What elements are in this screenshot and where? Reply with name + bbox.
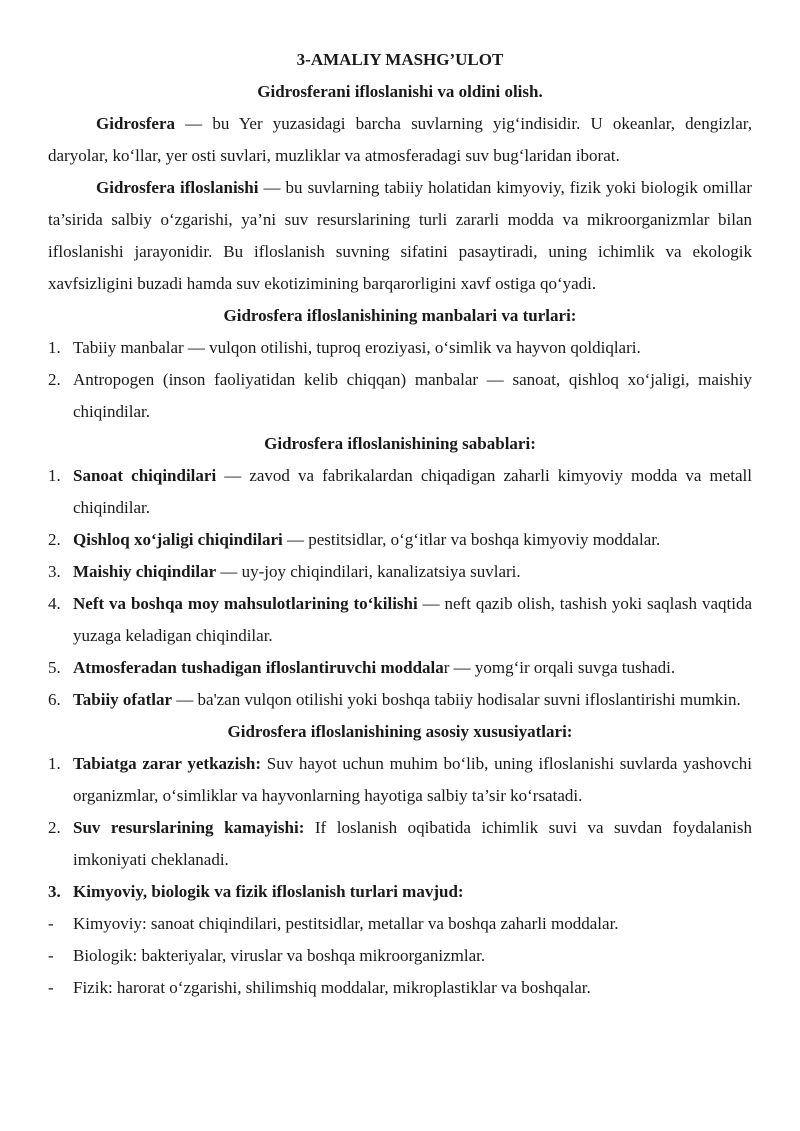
dash-item [48, 940, 752, 972]
dash-item [48, 908, 752, 940]
document-subtitle: Gidrosferani ifloslanishi va oldini olish. [257, 82, 543, 101]
list-item [48, 556, 752, 588]
section-heading-causes: Gidrosfera ifloslanishining sabablari: [264, 434, 536, 453]
list-item [48, 460, 752, 524]
term: Gidrosfera [96, 114, 176, 133]
section-heading-sources: Gidrosfera ifloslanishining manbalari va turlari: [223, 306, 577, 325]
list-term: Suv resurslarining kamayishi: [73, 818, 305, 837]
dash-marker: - [48, 946, 54, 965]
list-text: — zavod va fabrikalardan chiqadigan zaharli kimyoviy modda va metall chiqindilar. [73, 466, 752, 517]
list-number: 2. [48, 370, 61, 389]
section-heading-features: Gidrosfera ifloslanishining asosiy xususiyatlari: [227, 722, 573, 741]
list-term: Tabiatga zarar yetkazish: [73, 754, 262, 773]
list-text: Antropogen (inson faoliyatidan kelib chiqqan) manbalar — sanoat, qishloq xo‘jaligi, maishiy chiqindilar. [73, 370, 752, 421]
list-term: Atmosferadan tushadigan ifloslantiruvchi moddala [73, 658, 444, 677]
list-term: Sanoat chiqindilari [73, 466, 217, 485]
list-term: Tabiiy ofatlar [73, 690, 173, 709]
list-item [48, 684, 752, 716]
list-term: Qishloq xo‘jaligi chiqindilari [73, 530, 283, 549]
intro-paragraph-pollution [48, 172, 752, 300]
list-number: 1. [48, 466, 61, 485]
list-number: 6. [48, 690, 61, 709]
list-number: 1. [48, 338, 61, 357]
list-item [48, 748, 752, 812]
list-text: — uy-joy chiqindilari, kanalizatsiya suvlari. [216, 562, 521, 581]
dash-marker: - [48, 978, 54, 997]
list-text: — pestitsidlar, o‘g‘itlar va boshqa kimyoviy moddalar. [282, 530, 661, 549]
list-item [48, 524, 752, 556]
list-term: Kimyoviy, biologik va fizik ifloslanish turlari mavjud: [73, 882, 464, 901]
list-text: Fizik: harorat o‘zgarishi, shilimshiq moddalar, mikroplastiklar va boshqalar. [73, 978, 591, 997]
list-text: Kimyoviy: sanoat chiqindilari, pestitsidlar, metallar va boshqa zaharli moddalar. [73, 914, 619, 933]
list-number: 3. [48, 562, 61, 581]
list-item [48, 812, 752, 876]
list-text: Suv hayot uchun muhim bo‘lib, uning ifloslanishi suvlarda yashovchi organizmlar, o‘simliklar va hayvonlarning hayotiga salbiy ta’sir ko‘rsatadi. [73, 754, 753, 805]
list-item [48, 588, 752, 652]
term: Gidrosfera ifloslanishi [96, 178, 259, 197]
list-number: 2. [48, 530, 61, 549]
list-item [48, 652, 752, 684]
list-number: 5. [48, 658, 61, 677]
definition: — bu suvlarning tabiiy holatidan kimyoviy, fizik yoki biologik omillar ta’sirida salbiy o‘zgarishi, ya’ni suv resurslarining turli zararli modda va mikroorganizmlar bilan ifloslanishi jarayonidir. Bu ifloslanish suvning sifatini pasaytiradi, uning ichimlik va ekologik xavfsizligini buzadi hamda suv ekotizimining barqarorligini xavf ostiga qo‘yadi. [48, 178, 752, 293]
list-number: 3. [48, 882, 61, 901]
dash-item [48, 972, 752, 1004]
list-number: 4. [48, 594, 61, 613]
list-number: 2. [48, 818, 61, 837]
list-item [48, 876, 752, 908]
intro-paragraph-hydrosphere [48, 108, 752, 172]
list-text: Tabiiy manbalar — vulqon otilishi, tuproq eroziyasi, o‘simlik va hayvon qoldiqlari. [73, 338, 641, 357]
list-text: — neft qazib olish, tashish yoki saqlash vaqtida yuzaga keladigan chiqindilar. [73, 594, 752, 645]
list-item [48, 332, 752, 364]
list-term: Maishiy chiqindilar [73, 562, 217, 581]
list-text: r — yomg‘ir orqali suvga tushadi. [443, 658, 676, 677]
document-title: 3-AMALIY MASHG’ULOT [296, 50, 504, 69]
list-text: If loslanish oqibatida ichimlik suvi va suvdan foydalanish imkoniyati cheklanadi. [73, 818, 752, 869]
list-number: 1. [48, 754, 61, 773]
list-term: Neft va boshqa moy mahsulotlarining to‘kilishi [73, 594, 418, 613]
list-text: Biologik: bakteriyalar, viruslar va boshqa mikroorganizmlar. [73, 946, 486, 965]
list-item [48, 364, 752, 428]
list-text: — ba'zan vulqon otilishi yoki boshqa tabiiy hodisalar suvni ifloslantirishi mumkin. [172, 690, 741, 709]
dash-marker: - [48, 914, 54, 933]
definition: — bu Yer yuzasidagi barcha suvlarning yig‘indisidir. U okeanlar, dengizlar, daryolar, ko‘llar, yer osti suvlari, muzliklar va atmosferadagi suv bug‘laridan iborat. [48, 114, 752, 165]
